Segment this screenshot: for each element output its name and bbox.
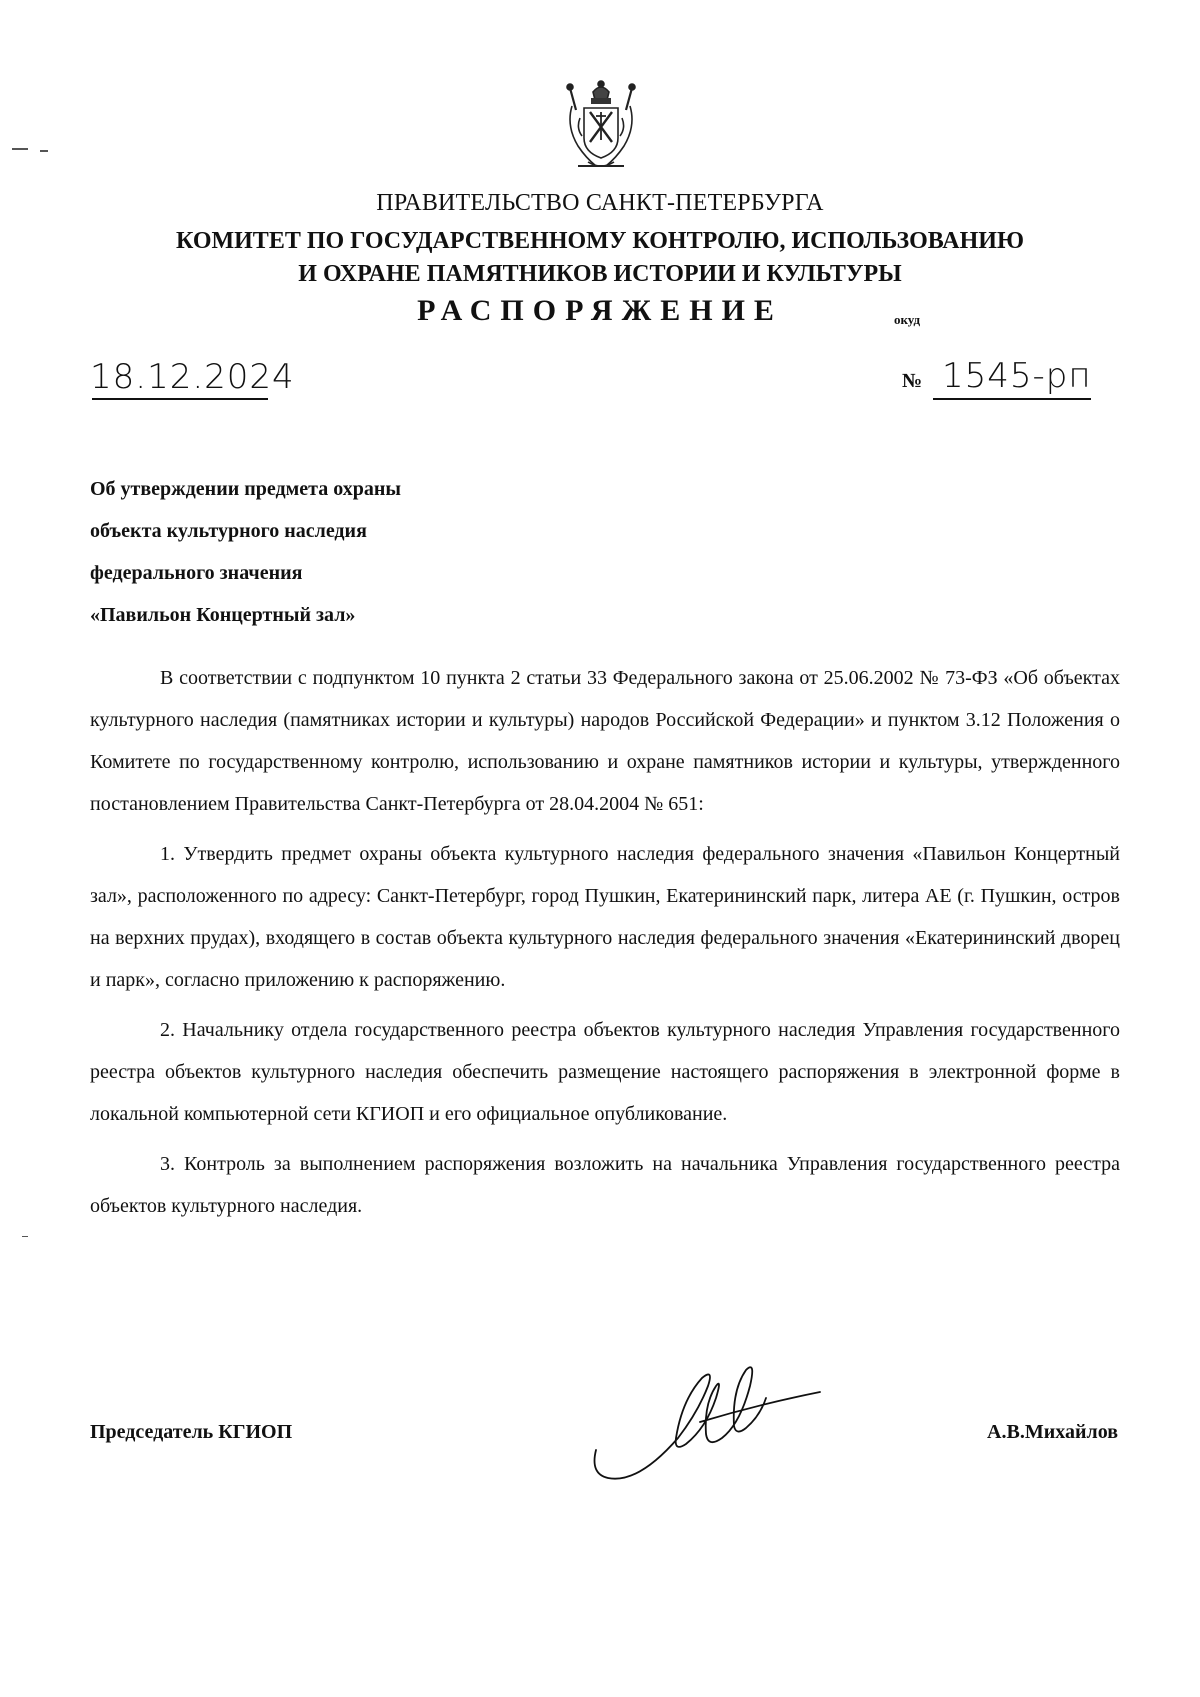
- okud-label: окуд: [894, 312, 921, 327]
- signatory-name: А.В.Михайлов: [987, 1421, 1118, 1443]
- committee-name-line1: КОМИТЕТ ПО ГОСУДАРСТВЕННОМУ КОНТРОЛЮ, ИСПОЛЬЗОВАНИЮ: [176, 228, 1024, 254]
- document-type: РАСПОРЯЖЕНИЕ: [417, 294, 783, 327]
- number-underline: [933, 398, 1091, 400]
- date-underline: [92, 398, 268, 400]
- subject-line: «Павильон Концертный зал»: [90, 604, 356, 626]
- document-date: 18.12.2024: [90, 357, 295, 397]
- signatory-title: Председатель КГИОП: [90, 1421, 293, 1443]
- order-item-3: 3. Контроль за выполнением распоряжения возложить на начальника Управления государственного реестра объектов культурного наследия.: [90, 1153, 1120, 1217]
- subject-line: Об утверждении предмета охраны: [90, 478, 401, 500]
- preamble-paragraph: В соответствии с подпунктом 10 пункта 2 статьи 33 Федерального закона от 25.06.2002 № 73-ФЗ «Об объектах культурного наследия (памятниках истории и культуры) народов Российской Федерации» и пунктом 3.12 Положения о Комитете по государственному контролю, использованию и охране памятников истории и культуры, утвержденного постановлением Правительства Санкт-Петербурга от 28.04.2004 № 651:: [90, 667, 1120, 815]
- scan-mark: [22, 1236, 28, 1237]
- scan-mark: [12, 148, 28, 150]
- handwritten-signature-icon: [590, 1350, 870, 1480]
- subject-line: федерального значения: [90, 562, 303, 584]
- government-name: ПРАВИТЕЛЬСТВО САНКТ-ПЕТЕРБУРГА: [376, 190, 824, 216]
- committee-name-line2: И ОХРАНЕ ПАМЯТНИКОВ ИСТОРИИ И КУЛЬТУРЫ: [298, 261, 902, 287]
- number-label: №: [902, 370, 923, 392]
- document-number: 1545-рп: [942, 356, 1092, 396]
- document-body: [90, 657, 1120, 1227]
- scan-mark: [40, 150, 48, 152]
- subject-line: объекта культурного наследия: [90, 520, 367, 542]
- coat-of-arms-icon: [566, 78, 636, 174]
- order-item-1: 1. Утвердить предмет охраны объекта культурного наследия федерального значения «Павильон Концертный зал», расположенного по адресу: Санкт-Петербург, город Пушкин, Екатерининский парк, литера АЕ (г. Пушкин, остров на верхних прудах), входящего в состав объекта культурного наследия федерального значения «Екатерининский дворец и парк», согласно приложению к распоряжению.: [90, 843, 1120, 991]
- document-subject: [90, 468, 401, 636]
- order-item-2: 2. Начальнику отдела государственного реестра объектов культурного наследия Управления государственного реестра объектов культурного наследия обеспечить размещение настоящего распоряжения в электронной форме в локальной компьютерной сети КГИОП и его официальное опубликование.: [90, 1019, 1120, 1125]
